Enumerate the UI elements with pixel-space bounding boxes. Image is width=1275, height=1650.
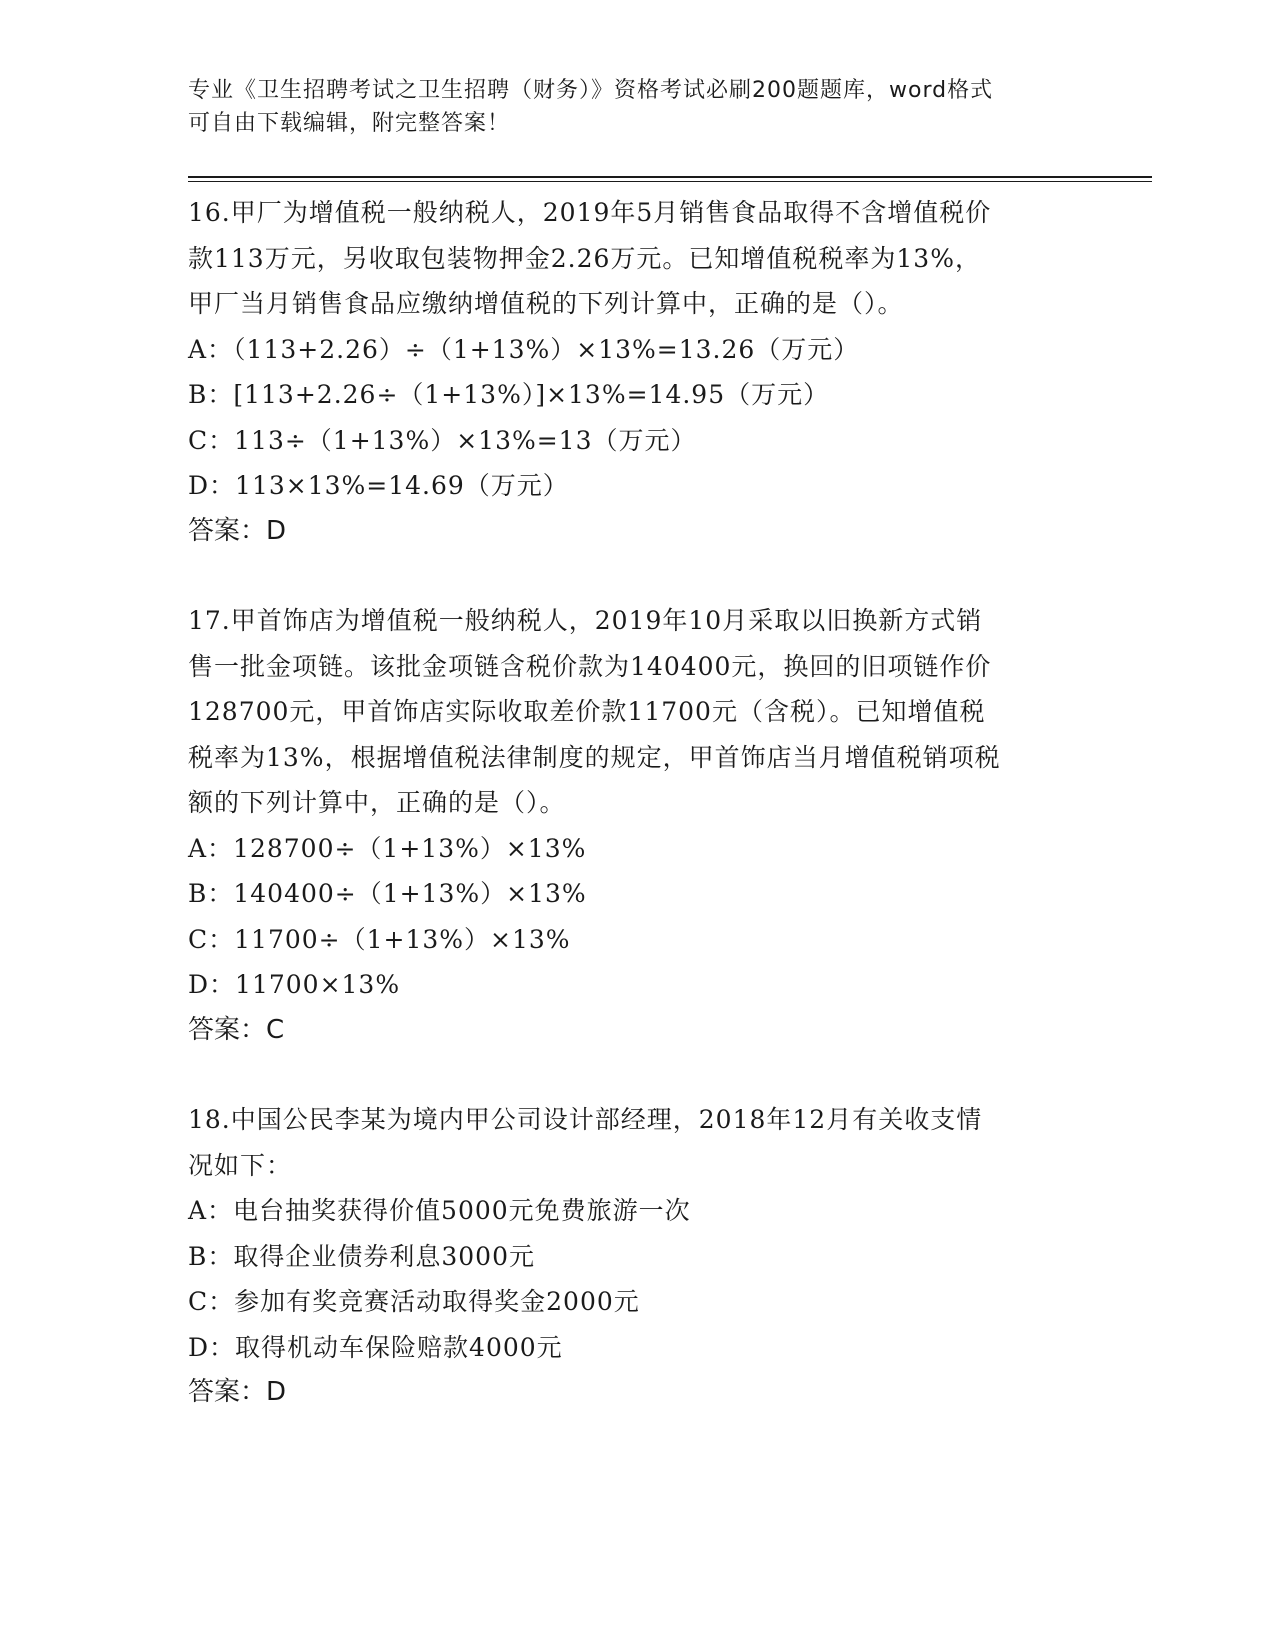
question-text-line: 128700元，甲首饰店实际收取差价款11700元（含税）。已知增值税	[188, 697, 986, 726]
option-b: B：取得企业债券利息3000元	[188, 1241, 535, 1271]
question-text-line: 17.甲首饰店为增值税一般纳税人，2019年10月采取以旧换新方式销	[188, 606, 983, 635]
question-text-line: 况如下：	[188, 1150, 293, 1180]
option-c: C：113÷（1+13%）×13%=13（万元）	[188, 425, 697, 455]
document-header	[188, 74, 1068, 140]
header-divider-thick	[188, 176, 1152, 178]
question-text-line: 售一批金项链。该批金项链含税价款为140400元，换回的旧项链作价	[188, 651, 992, 681]
option-d: D：取得机动车保险赔款4000元	[188, 1332, 563, 1362]
option-d: D：113×13%=14.69（万元）	[188, 471, 569, 500]
header-line-2: 可自由下载编辑，附完整答案！	[188, 111, 511, 136]
question-text-line: 16.甲厂为增值税一般纳税人，2019年5月销售食品取得不含增值税价	[188, 198, 992, 227]
question-16	[188, 190, 1088, 554]
question-17	[188, 598, 1088, 1053]
option-c: C：参加有奖竞赛活动取得奖金2000元	[188, 1287, 640, 1316]
header-divider-thin	[188, 181, 1152, 182]
header-line-1: 专业《卫生招聘考试之卫生招聘（财务）》资格考试必刷200题题库，word格式	[188, 78, 994, 103]
option-a: A：128700÷（1+13%）×13%	[188, 833, 587, 863]
question-list	[188, 190, 1088, 1460]
option-d: D：11700×13%	[188, 970, 401, 999]
question-text-line: 税率为13%，根据增值税法律制度的规定，甲首饰店当月增值税销项税	[188, 742, 1001, 772]
option-b: B：140400÷（1+13%）×13%	[188, 879, 587, 908]
question-text-line: 甲厂当月销售食品应缴纳增值税的下列计算中，正确的是（）。	[188, 289, 904, 318]
answer: 答案：D	[188, 1377, 287, 1407]
question-text-line: 18.中国公民李某为境内甲公司设计部经理，2018年12月有关收支情	[188, 1105, 983, 1134]
option-a: A：（113+2.26）÷（1+13%）×13%=13.26（万元）	[188, 334, 860, 364]
option-c: C：11700÷（1+13%）×13%	[188, 924, 571, 954]
question-text-line: 额的下列计算中，正确的是（）。	[188, 788, 566, 817]
answer: 答案：D	[188, 515, 287, 546]
option-b: B：[113+2.26÷（1+13%）]×13%=14.95（万元）	[188, 380, 830, 409]
question-text-line: 款113万元，另收取包装物押金2.26万元。已知增值税税率为13%，	[188, 243, 981, 273]
question-18	[188, 1097, 1088, 1416]
option-a: A：电台抽奖获得价值5000元免费旅游一次	[188, 1196, 691, 1225]
answer: 答案：C	[188, 1014, 285, 1045]
